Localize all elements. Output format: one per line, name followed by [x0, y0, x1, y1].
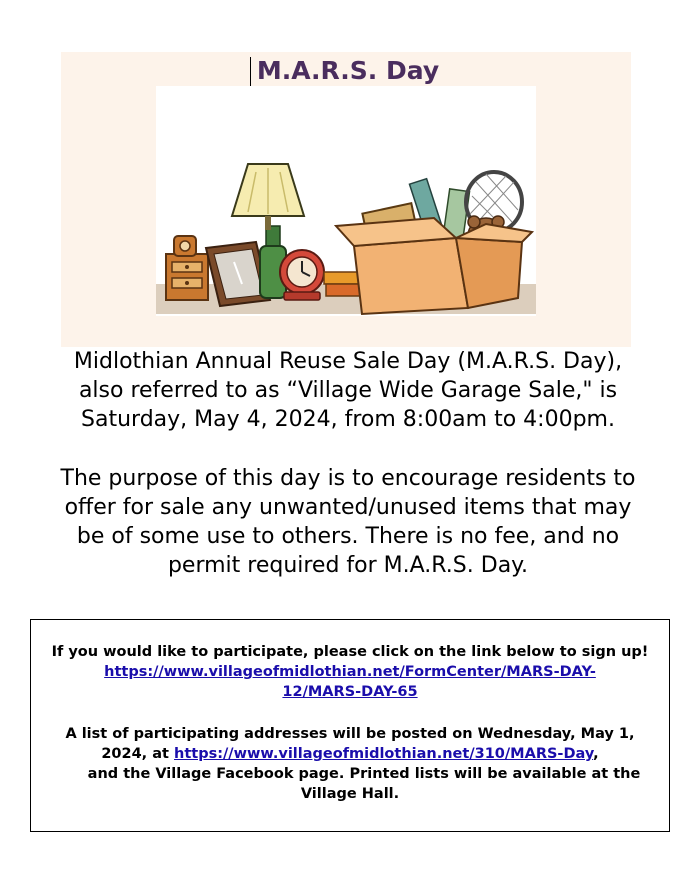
clock-icon	[280, 250, 324, 300]
purpose-line: offer for sale any unwanted/unused items that may	[64, 495, 632, 520]
purpose-line: The purpose of this day is to encourage residents to	[60, 466, 636, 491]
signup-link-line1[interactable]: https://www.villageofmidlothian.net/FormCenter/MARS-DAY-	[104, 664, 596, 680]
garage-sale-illustration	[156, 86, 536, 316]
list-section	[31, 724, 669, 804]
cardboard-box-icon	[336, 172, 532, 314]
list-text-line3: and the Village Facebook page. Printed lists will be available at the	[87, 766, 641, 782]
intro-line: Midlothian Annual Reuse Sale Day (M.A.R.S. Day),	[73, 349, 623, 374]
intro-line: also referred to as “Village Wide Garage Sale," is	[78, 378, 618, 403]
list-text-comma: ,	[593, 746, 599, 762]
purpose-line: permit required for M.A.R.S. Day.	[167, 553, 529, 578]
intro-paragraph	[40, 347, 656, 434]
list-text-line4: Village Hall.	[300, 786, 400, 802]
signup-link-line2[interactable]: 12/MARS-DAY-65	[282, 684, 418, 700]
signup-text: If you would like to participate, please click on the link below to sign up!	[51, 644, 649, 660]
purpose-line: be of some use to others. There is no fee, and no	[76, 524, 620, 549]
purpose-paragraph	[40, 464, 656, 580]
intro-line: Saturday, May 4, 2024, from 8:00am to 4:00pm.	[81, 407, 615, 432]
list-text-date-cont: 2024, at	[101, 746, 175, 762]
page-title: M.A.R.S. Day	[256, 56, 440, 85]
lamp-icon	[232, 164, 304, 230]
signup-section	[31, 642, 669, 702]
info-box	[30, 619, 670, 832]
list-text-line1: A list of participating addresses will be posted on Wednesday, May 1,	[65, 726, 635, 742]
mars-day-page-link[interactable]: https://www.villageofmidlothian.net/310/MARS-Day	[174, 746, 594, 762]
cabinet-icon	[166, 236, 208, 300]
